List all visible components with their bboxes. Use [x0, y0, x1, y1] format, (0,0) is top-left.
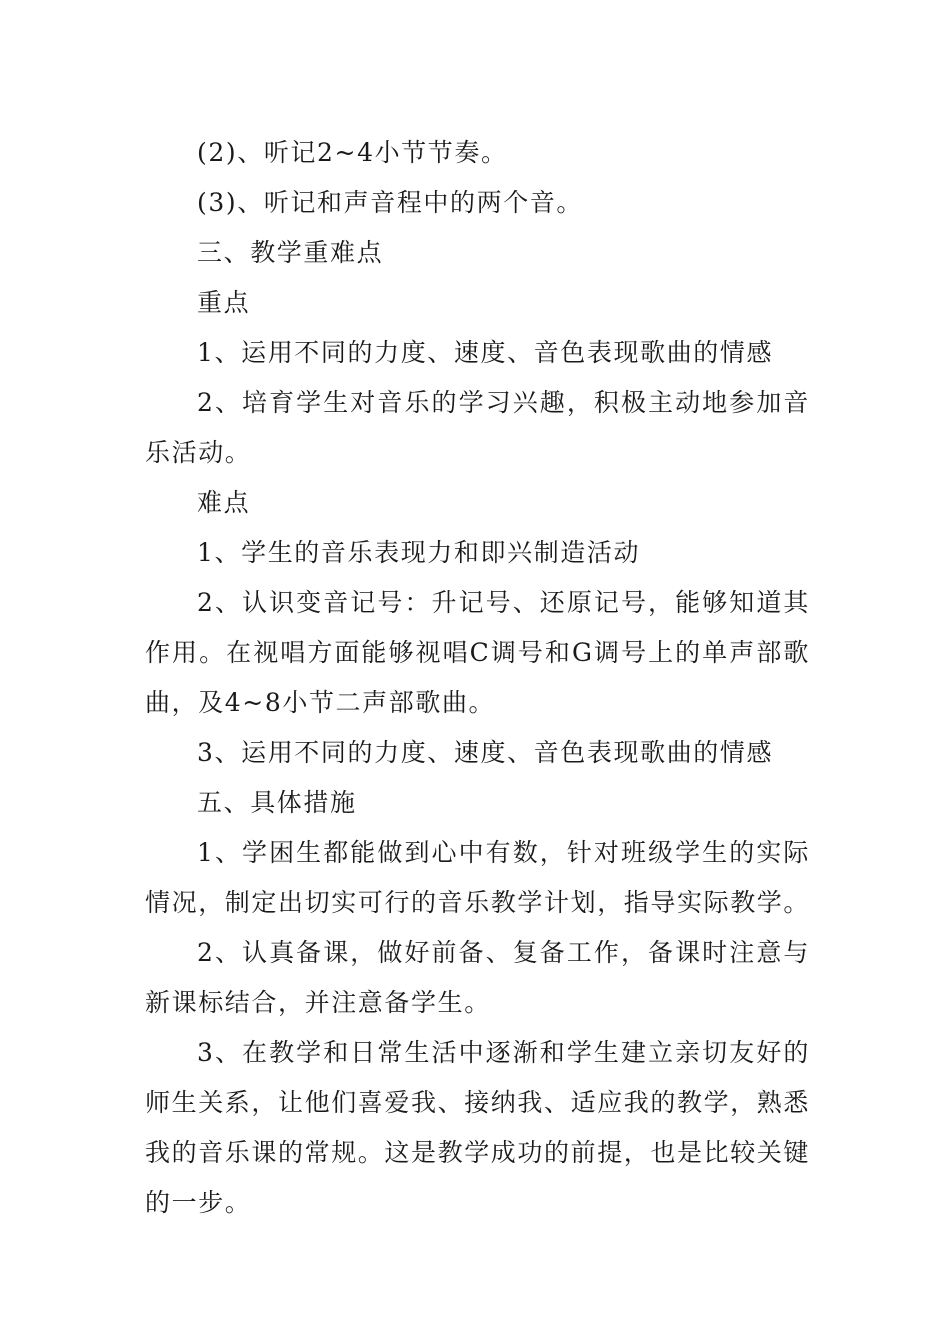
paragraph-key-point-1: 1、运用不同的力度、速度、音色表现歌曲的情感 [197, 338, 774, 367]
section-heading-measures: 五、具体措施 [197, 788, 357, 817]
paragraph-measure-1: 1、学困生都能做到心中有数，针对班级学生的实际情况，制定出切实可行的音乐教学计划，指导实际教学。 [145, 838, 811, 917]
paragraph-measure-3: 3、在教学和日常生活中逐渐和学生建立亲切友好的师生关系，让他们喜爱我、接纳我、适应我的教学，熟悉我的音乐课的常规。这是教学成功的前提，也是比较关键的一步。 [145, 1038, 811, 1217]
paragraph-listen-interval: (3)、听记和声音程中的两个音。 [197, 188, 584, 217]
document-body [145, 128, 810, 1228]
paragraph-listen-rhythm: (2)、听记2~4小节节奏。 [197, 138, 508, 167]
subheading-difficult-points: 难点 [197, 488, 251, 517]
paragraph-measure-2: 2、认真备课，做好前备、复备工作，备课时注意与新课标结合，并注意备学生。 [145, 938, 810, 1017]
paragraph-difficult-point-3: 3、运用不同的力度、速度、音色表现歌曲的情感 [197, 738, 774, 767]
paragraph-difficult-point-1: 1、学生的音乐表现力和即兴制造活动 [197, 538, 641, 567]
paragraph-difficult-point-2: 2、认识变音记号：升记号、还原记号，能够知道其作用。在视唱方面能够视唱C调号和G调号上的单声部歌曲，及4~8小节二声部歌曲。 [145, 588, 810, 717]
subheading-key-points: 重点 [197, 288, 251, 317]
section-heading-key-difficult-points: 三、教学重难点 [197, 238, 384, 267]
paragraph-key-point-2: 2、培育学生对音乐的学习兴趣，积极主动地参加音乐活动。 [145, 388, 810, 467]
